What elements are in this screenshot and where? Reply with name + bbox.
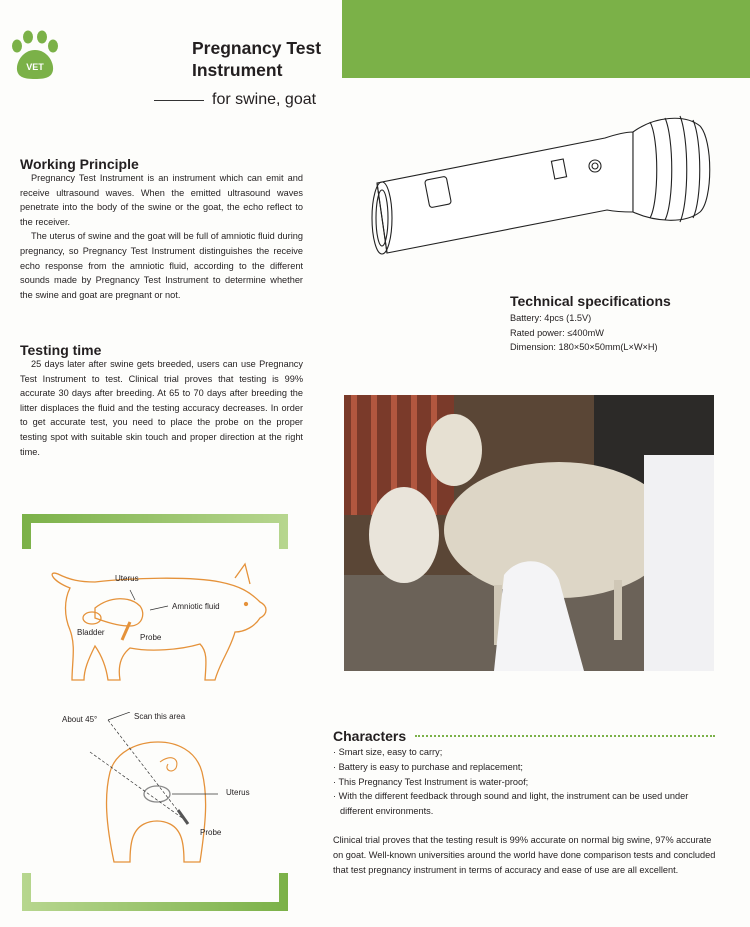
spec-dimension: Dimension: 180×50×50mm(L×W×H)	[510, 342, 658, 353]
diagram-frame-top	[22, 514, 288, 549]
logo-text: VET	[26, 62, 44, 72]
testing-time-heading: Testing time	[20, 342, 102, 358]
label-probe-side: Probe	[140, 633, 162, 642]
label-about-45: About 45°	[62, 715, 98, 724]
characters-item: · With the different feedback through sound and light, the instrument can be used under different environments.	[333, 791, 689, 817]
label-scan-area: Scan this area	[134, 712, 186, 721]
page-subtitle: for swine, goat	[212, 91, 317, 108]
header-green-band	[342, 0, 750, 78]
tech-specs-heading: Technical specifications	[510, 293, 671, 309]
instrument-illustration	[365, 108, 715, 263]
goat-testing-photo	[344, 395, 714, 671]
working-principle-body	[20, 171, 303, 302]
testing-time-paragraph: 25 days later after swine gets breeded, users can use Pregnancy Test Instrument to test. Clinical trial proves that testing is 99% accurate 30 days after breeding. At 65 to 70 days after breeding the litter displaces the fluid and the testing accuracy decreases. In order to get accurate test, you need to place the probe on the proper testing spot with suitable skin touch and proper direction at the right time.	[20, 359, 303, 457]
page-title	[192, 37, 321, 81]
characters-dotted-rule	[415, 735, 715, 737]
label-uterus-rear: Uterus	[226, 788, 250, 797]
diagram-frame-bottom	[22, 873, 288, 911]
label-amniotic-fluid: Amniotic fluid	[172, 602, 220, 611]
label-bladder: Bladder	[77, 628, 105, 637]
characters-list	[333, 745, 723, 819]
spec-power: Rated power: ≤400mW	[510, 327, 604, 338]
testing-time-body	[20, 357, 303, 459]
pig-side-diagram	[40, 560, 280, 690]
title-line-2: Instrument	[192, 60, 283, 80]
tech-specs-list	[510, 311, 658, 355]
characters-item: · This Pregnancy Test Instrument is water-proof;	[333, 776, 529, 787]
characters-item: · Battery is easy to purchase and replacement;	[333, 761, 523, 772]
label-probe-rear: Probe	[200, 828, 222, 837]
subtitle-rule	[154, 100, 204, 101]
working-principle-heading: Working Principle	[20, 156, 139, 172]
characters-item: · Smart size, easy to carry;	[333, 747, 443, 757]
working-principle-paragraph: The uterus of swine and the goat will be full of amniotic fluid during pregnancy, so Pregnancy Test Instrument distinguishes the receive echo response from the amniotic fluid, according to the different sounds made by Pregnancy Test Instrument to determine whether the swine and goat are pregnant or not.	[20, 231, 303, 300]
working-principle-paragraph: Pregnancy Test Instrument is an instrument which can emit and receive ultrasound waves. When the emitted ultrasound waves penetrate into the body of the swine or the goat, the echo reflect to the receiver.	[20, 173, 303, 227]
characters-note: Clinical trial proves that the testing result is 99% accurate on normal big swine, 97% accurate on goat. Well-known universities around the world have done comparison tests and concluded that test pregnancy instrument in terms of accuracy and ease of use are all excellent.	[333, 835, 716, 875]
vet-paw-logo	[9, 30, 61, 82]
characters-heading: Characters	[333, 728, 407, 744]
title-line-1: Pregnancy Test	[192, 38, 322, 58]
pig-rear-diagram	[60, 712, 260, 872]
label-uterus-side: Uterus	[115, 574, 139, 583]
spec-battery: Battery: 4pcs (1.5V)	[510, 313, 592, 323]
